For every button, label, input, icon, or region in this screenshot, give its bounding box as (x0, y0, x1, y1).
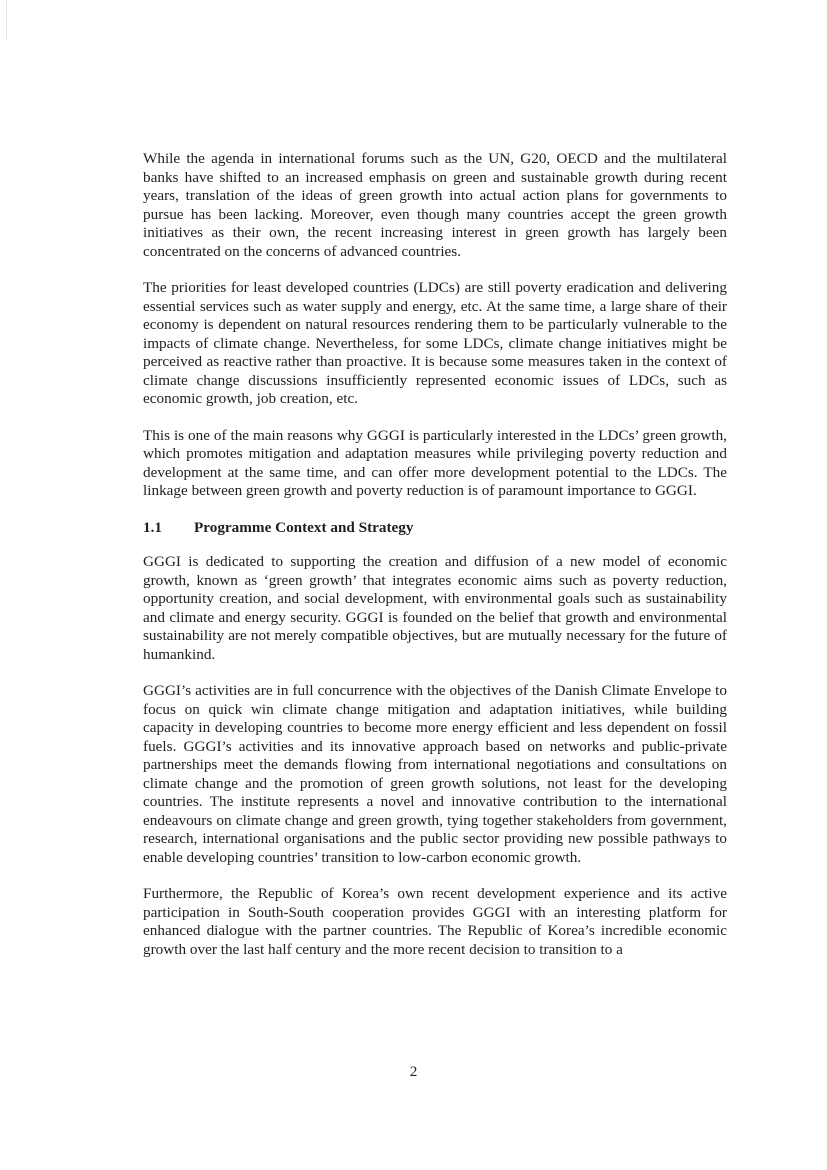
section-heading (143, 519, 727, 538)
paragraph-korea-experience: Furthermore, the Republic of Korea’s own recent development experience and its active participation in South-South cooperation provides GGGI with an interesting platform for enhanced dialogue with the partner countries. The Republic of Korea’s incredible economic growth over the last half century and the more recent decision to transition to a (143, 885, 727, 958)
scan-edge-mark (6, 0, 7, 40)
document-body (143, 150, 727, 977)
paragraph-ggg-interest: This is one of the main reasons why GGGI is particularly interested in the LDCs’ green growth, which promotes mitigation and adaptation measures while privileging poverty reduction and development at the same time, and can offer more development potential to the LDCs. The linkage between green growth and poverty reduction is of paramount importance to GGGI. (143, 426, 727, 499)
page-number: 2 (409, 1063, 418, 1080)
section-title: Programme Context and Strategy (194, 518, 414, 536)
section-number: 1.1 (143, 518, 162, 536)
paragraph-gggi-mission: GGGI is dedicated to supporting the creation and diffusion of a new model of economic growth, known as ‘green growth’ that integrates economic aims such as poverty reduction, opportunity creation, and social development, with environmental goals such as sustainability and climate and energy security. GGGI is founded on the belief that growth and environmental sustainability are not merely compatible objectives, but are mutually necessary for the future of humankind. (143, 553, 727, 663)
paragraph-ldc-priorities: The priorities for least developed countries (LDCs) are still poverty eradication and delivering essential services such as water supply and energy, etc. At the same time, a large share of their economy is dependent on natural resources rendering them to be particularly vulnerable to the impacts of climate change. Nevertheless, for some LDCs, climate change initiatives might be perceived as reactive rather than proactive. It is because some measures taken in the context of climate change discussions insufficiently represented economic issues of LDCs, such as economic growth, job creation, etc. (143, 279, 727, 407)
paragraph-agenda: While the agenda in international forums such as the UN, G20, OECD and the multilateral banks have shifted to an increased emphasis on green and sustainable growth during recent years, translation of the ideas of green growth into actual action plans for governments to pursue has been lacking. Moreover, even though many countries accept the green growth initiatives as their own, the recent increasing interest in green growth has largely been concentrated on the concerns of advanced countries. (143, 150, 727, 260)
paragraph-danish-climate-envelope: GGGI’s activities are in full concurrence with the objectives of the Danish Climate Envelope to focus on quick win climate change mitigation and adaptation initiatives, while building capacity in developing countries to become more energy efficient and less dependent on fossil fuels. GGGI’s activities and its innovative approach based on networks and public-private partnerships meet the demands flowing from international negotiations and consultations on climate change and the promotion of green growth solutions, not least for the developing countries. The institute represents a novel and innovative contribution to the international endeavours on climate change and green growth, tying together stakeholders from government, research, international organisations and the public sector providing new possible pathways to enable developing countries’ transition to low-carbon economic growth. (143, 682, 727, 866)
